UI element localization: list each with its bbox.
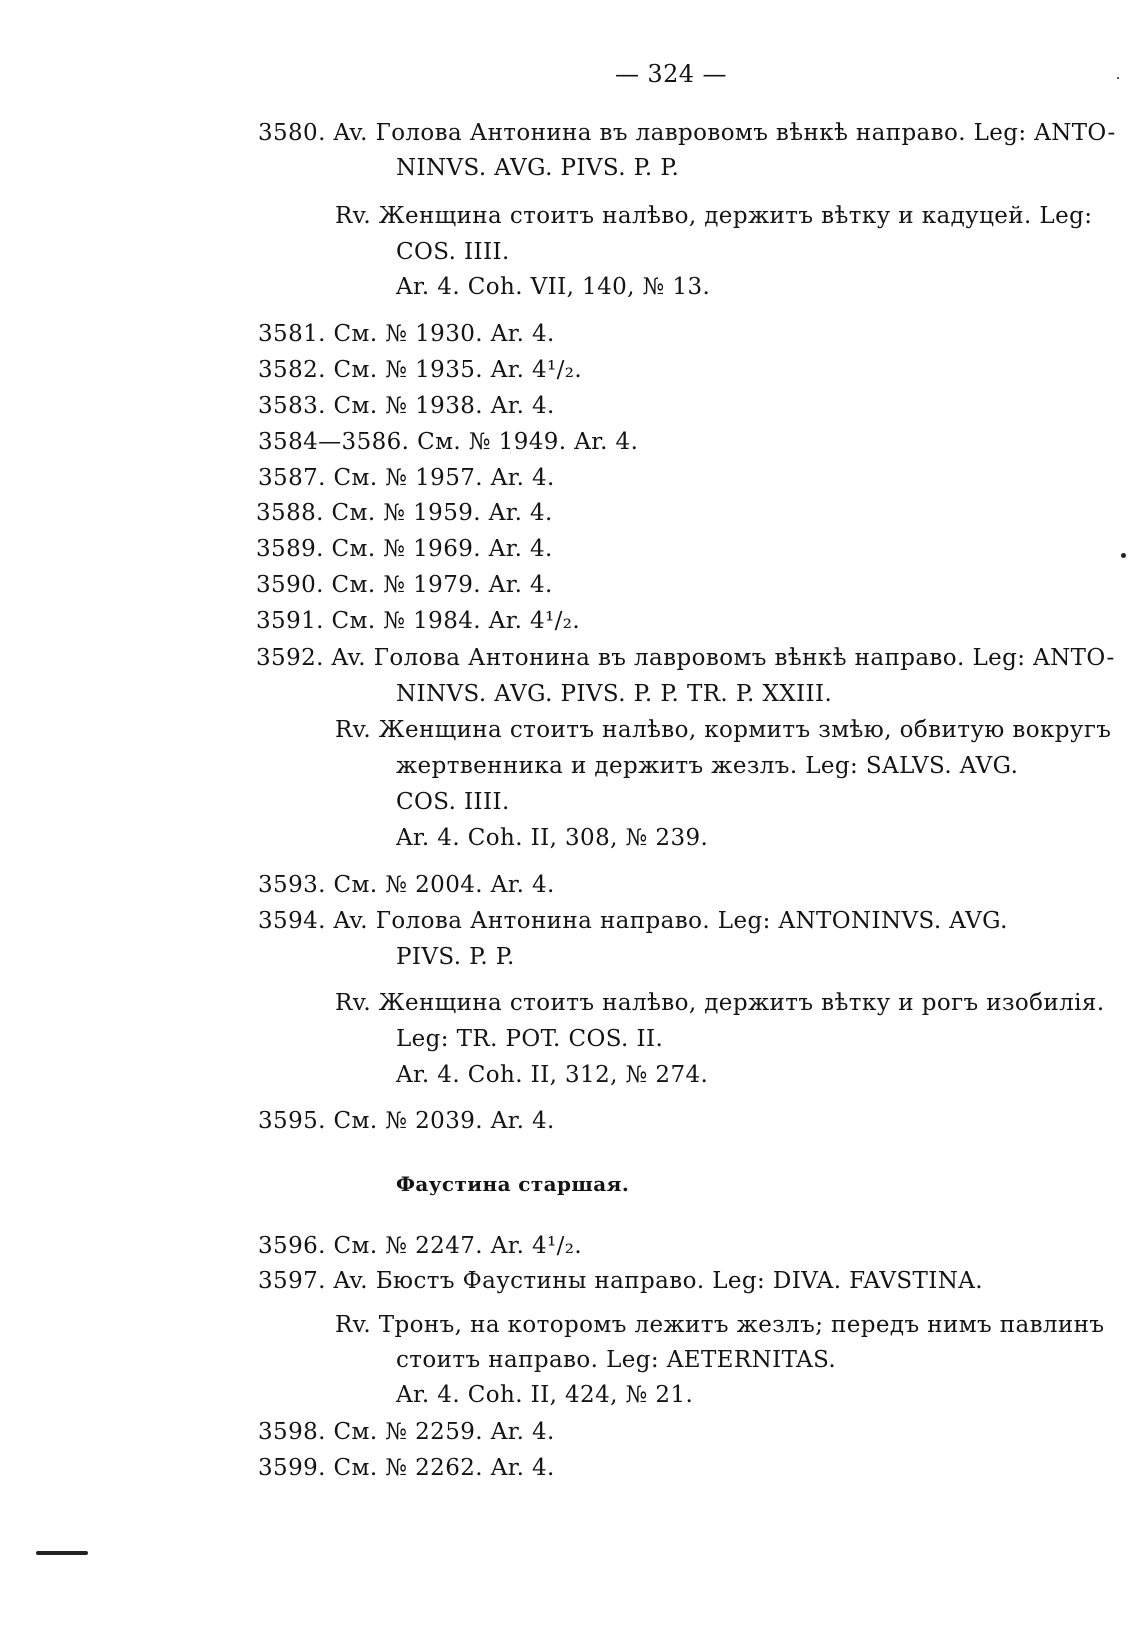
text-line: 3590. См. № 1979. Ar. 4. [256,572,553,598]
text-line: 3597. Av. Бюстъ Фаустины направо. Leg: DIVA. FAVSTINA. [258,1268,983,1294]
text-line: 3589. См. № 1969. Ar. 4. [256,536,553,562]
text-line: 3584—3586. См. № 1949. Ar. 4. [258,429,639,455]
text-line: 3594. Av. Голова Антонина направо. Leg: ANTONINVS. AVG. [258,908,1008,934]
scan-speck [1117,77,1119,79]
text-line: Rv. Тронъ, на которомъ лежитъ жезлъ; передъ нимъ павлинъ [335,1312,1105,1338]
scan-speck [1121,553,1126,558]
text-line: Ar. 4. Coh. II, 312, № 274. [396,1062,709,1088]
text-line: Ar. 4. Coh. II, 424, № 21. [396,1382,694,1408]
text-line: 3599. См. № 2262. Ar. 4. [258,1455,555,1481]
text-line: Rv. Женщина стоитъ налѣво, держитъ вѣтку и кадуцей. Leg: [335,203,1093,229]
text-line: 3592. Av. Голова Антонина въ лавровомъ вѣнкѣ направо. Leg: ANTO- [256,645,1115,671]
text-line: 3591. См. № 1984. Ar. 4¹/₂. [256,608,581,634]
text-line: NINVS. AVG. PIVS. P. P. TR. P. XXIII. [396,681,833,707]
scan-smudge [36,1551,88,1555]
text-line: NINVS. AVG. PIVS. P. P. [396,155,680,181]
text-line: 3580. Av. Голова Антонина въ лавровомъ вѣнкѣ направо. Leg: ANTO- [258,120,1116,146]
text-line: 3581. См. № 1930. Ar. 4. [258,321,555,347]
page-number: — 324 — [615,60,727,88]
text-line: Ar. 4. Coh. II, 308, № 239. [396,825,709,851]
text-line: COS. IIII. [396,239,510,265]
text-line: жертвенника и держитъ жезлъ. Leg: SALVS. AVG. [396,753,1019,779]
text-line: 3587. См. № 1957. Ar. 4. [258,465,555,491]
text-line: Rv. Женщина стоитъ налѣво, держитъ вѣтку и рогъ изобилія. [335,990,1105,1016]
text-line: 3595. См. № 2039. Ar. 4. [258,1108,555,1134]
text-line: 3583. См. № 1938. Ar. 4. [258,393,555,419]
text-line: Leg: TR. POT. COS. II. [396,1026,664,1052]
text-line: Ar. 4. Coh. VII, 140, № 13. [396,274,711,300]
text-line: 3582. См. № 1935. Ar. 4¹/₂. [258,357,583,383]
text-line: 3596. См. № 2247. Ar. 4¹/₂. [258,1233,583,1259]
text-line: стоитъ направо. Leg: AETERNITAS. [396,1347,837,1373]
text-line: COS. IIII. [396,789,510,815]
text-line: PIVS. P. P. [396,944,515,970]
text-line: 3598. См. № 2259. Ar. 4. [258,1419,555,1445]
text-line: 3593. См. № 2004. Ar. 4. [258,872,555,898]
text-line: 3588. См. № 1959. Ar. 4. [256,500,553,526]
section-heading: Фаустина старшая. [396,1172,630,1196]
text-line: Rv. Женщина стоитъ налѣво, кормитъ змѣю, обвитую вокругъ [335,717,1112,743]
